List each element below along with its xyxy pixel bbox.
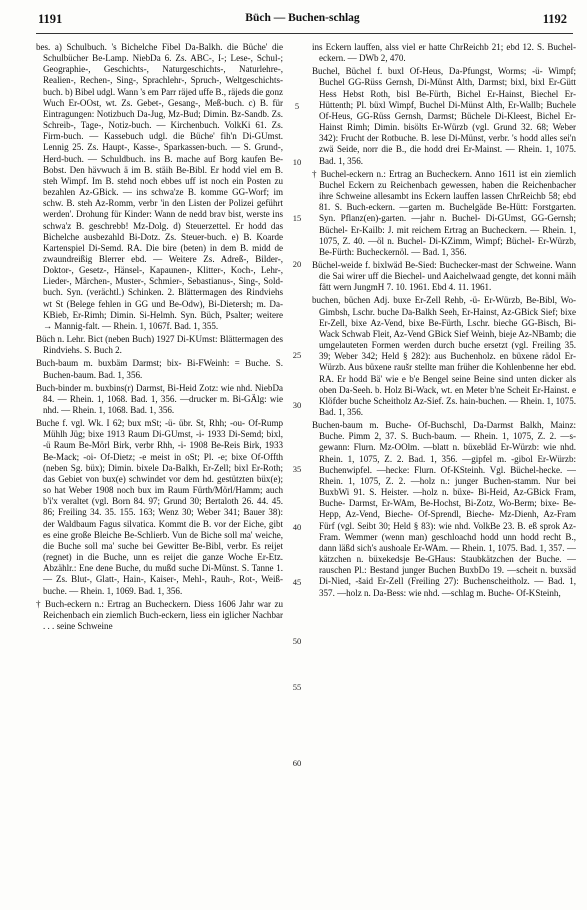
- entry-buchel: Buchel, Büchel f. buxl Of-Heus, Da-Pfungst, Worms; -ü- Wimpf; Buchel GG-Rüss Gernsh, Di-Münst Alth, Darmst; bixl, bixl Er-Gütt Hess Hebst Roth, bisl Be-Fürth, Bichel Er-Hainst, Biechel Er-Hüttenth; Pl. büxl Wimpf, Buchel Di-Münst Alth, Er-Wallb; Buchele Of-Heus, GG-Rüss Gernsh, Darmst; Büchele Di-Kleest, Bichel Er-Hainst Rimh; Dimin. bisölts Er-Würzb (vgl. Grund 32. 68; Weber 342): Frucht der Rotbuche. B. lese Di-Münst, verbr. 's hodd alles sei'n zwä Seide, norr die B., die hodd drei Er-Mainst. — Rhein. 1, 1075. Bad. 1, 356.: [312, 66, 576, 166]
- entry-buche: Buche f. vgl. Wk. I 62; bux mSt; -ü- übr. St, Rhh; -ou- Of-Rump Mühlh Jüg; bixe 1913 Raum Di-GUmst, -i- 1933 Di-Semd; bixl, -ü Raum Be-Mörl Birk, verbr Rhh, -i- 1908 Be-Reis Birk, 1933 Be-Mack; -oi- Of-Dietz; -e meist in oSt; Pl. -e; bixe Of-Offth (neben Sg. büx); Dimin. bixele Da-Balkh, Er-Zell; bixl Er-Roth; das Gebiet von bux(e) schwindet vor dem hd. gestützten büx(e); so hat Weber 1908 noch bux im Raum Fürth/Mörl/Hamm; auch b'i'x veraltet (vgl. Born 84. 97; Grund 30; Bertaloth 26. 44. 45. 86; Freiling 34. 35. 155. 163; Wenz 30; Weber 341; Bauer 38): der Waldbaum Fagus silvatica. Kommt die B. vor der Eiche, gibt es eine große Bleiche Be-Schlierb. Vun de Biche soll ma' weiche, die Buche soll ma' suche bei Gewitter Be-Bibl, verbr. Es reijet (regnet) in die Buche, unn es reijet die ganze Woche Er-Etz. Abzählr.: Ene dene Buche, du mußd suche Di-Münst. S. Tanne 1. — Zs. Blut-, Glatt-, Hain-, Kaiser-, Mehl-, Rauh-, Rot-, Weiß-buche. — Rhein. 1, 1069. Bad. 1, 356.: [36, 418, 283, 596]
- line-number-gutter: [286, 42, 308, 902]
- line-number: 5: [294, 101, 300, 111]
- line-number: 45: [292, 577, 302, 587]
- header-rule: [36, 33, 573, 34]
- running-title: Büch — Buchen-schlag: [245, 12, 360, 24]
- entry-buech: Büch n. Lehr. Bict (neben Buch) 1927 Di-KUmst: Blättermagen des Rindviehs. S. Buch 2.: [36, 334, 283, 356]
- running-head: [38, 12, 567, 30]
- entry-buch-baum: Buch-baum m. buxbäm Darmst; bix- Bi-FWeinh: = Buche. S. Buchen-baum. Bad. 1, 356.: [36, 358, 283, 380]
- line-number: 20: [292, 259, 302, 269]
- line-number: 60: [292, 758, 302, 768]
- right-column: [312, 42, 576, 902]
- line-number: 25: [292, 350, 302, 360]
- line-number: 30: [292, 400, 302, 410]
- line-number: 50: [292, 636, 302, 646]
- line-number: 15: [292, 213, 302, 223]
- entry-buch-cont: bes. a) Schulbuch. 's Bichelche Fibel Da-Balkh. die Büche' die Schulbücher Be-Lamp. NiebDa 6. Zs. ABC-, I-; Lese-, Schul-; Geographie-, Geschichts-, Naturgeschichts-, Naturlehre-, Realien-, Rechen-, Sing-, Sprachlehr-, Spruch-, Weltgeschichts-buch. b) Bibel udgl. Wann 's em Parr räjed uffe B., räjeds die gonz Wuch Er-OOst, wt. Zs. Gebet-, Gesang-, Meß-buch. c) B. für Eintragungen: Notizbuch Da-Jug, Mz-Bud; Dimin. Bz-Sandb. Zs. Schreib-, Tage-, Notiz-buch. — Kirchenbuch. VolkKi 61. Zs. Firm-buch. — Kassebuch udgl. die Büche' fih'n Di-GUmst. Lennig 25. Zs. Haupt-, Kasse-, Sparkassen-buch. — S. Grund-, Herd-buch. — Schuldbuch. ins B. mache auf Borg kaufen Be-Bobst. Den hävwuch ä im B. stäih Be-Bibl. Er hodd viel em B. steh Wimpf. Im B. stehd noch ebbes uff ist noch ein Posten zu bezahlen Az-GBick. — ins schwa'ze B. komme GG-Worf; im schw. B. steh Az-Romm, verbr 'in den Listen der Polizei geführt werden'. Drohung für Kinder: Wann de nedd brav bist, werste ins schwa'z B. geschrebb! Mz-Dolg. d) Steuerzettel. Er hodd das Bichelche ausbezahld Bi-Dotz. Zs. Steuer-buch. e) B. Koarde Kartenspiel Di-Semd. RA. Die bire (beten) in dem B. midd de zwaundreißig Blerrer ebd. — Weitere Zs. Adreß-, Bilder-, Doktor-, Gesetz-, Hänsel-, Kapaunen-, Klitter-, Koch-, Lehr-, Lieder-, Märchen-, Muster-, Schmier-, Sebastianus-, Sing-, Sold-buch. Syn. (verächtl.) Schinken. 2. Blättermagen des Rindviehs wt St (Belege fehlen in GG und Be-Odw), Bi-Dietersh; m. Da-KBieb, Er-Rimh; Dimin. Si-Helmh. Syn. Büch, Psalter; weitere → Mannig-falt. — Rhein. 1, 1067f. Bad. 1, 355.: [36, 42, 283, 331]
- entry-buechel-weide: Büchel-weide f. bixlwäd Be-Sied: Buchecker-mast der Schweine. Wann die Sai wirer uff die Biechel- und Aaichelwaad gengte, det konni mäih fätt wern JungmH 7. 10. 1961. Ebd 4. 11. 1961.: [312, 259, 576, 293]
- entry-buchen: buchen, büchen Adj. buxe Er-Zell Rehb, -ü- Er-Würzb, Be-Bibl, Wo-Gimbsh, Lschr. buche Da-Balkh Seeh, Er-Hainst, Az-GBick Sief; bixe Er-Zell, bixe Az-Vend, bixe Be-Fürth, Lschr. bieche GG-Bisch, Bi-Wack Schwab Fleit, Az-Vend GBick Sief Weinh, bieje Az-NBamb; die umgelauteten Formen werden durch buche ersetzt (vgl. Freiling 35. 39; Weber 342; Held § 282): aus Buchenholz. en büxene rädol Er-Würzb. Aus büxene raušr stellte man früher die Kohlenbenne her ebd. RA. Er hodd Bä' wie e b'e Bengel seine Beine sind unten dicker als oben Da-Seeh. b. Holz Bi-Wack, wt. en Meter b'ne Scheit Er-Hainst. e Klöfder buche Scheitholz Az-Sief. Zs. hain-buchen. — Rhein. 1, 1075. Bad. 1, 356.: [312, 295, 576, 417]
- line-number: 40: [292, 522, 302, 532]
- page-number-left: 1191: [38, 12, 63, 26]
- line-number: 10: [292, 157, 302, 167]
- entry-buch-binder: Buch-binder m. buxbins(r) Darmst, Bi-Heid Zotz: wie nhd. NiebDa 84. — Rhein. 1, 1068. Bad. 1, 356. —drucker m. Bi-GÄlg: wie nhd. — Rhein. 1, 1068. Bad. 1, 356.: [36, 382, 283, 415]
- entry-buchen-baum: Buchen-baum m. Buche- Of-Buchschl, Da-Darmst Balkh, Mainz: Buche. Pimm 2, 37. S. Buch-baum. — Rhein. 1, 1075, Z. 2. —s-gewann: Flurn. Mz-OOlm. —blatt n. büxebläd Er-Würzb: wie nhd. Rhein. 1, 1075, Z. 2. Bad. 1, 356. —gipfel m. -gibol Er-Würzb: Buchenwipfel. —hecke: Flurn. Of-KSteinh. Vgl. Büchel-hecke. — Rhein. 1, 1075, Z. 2. —holz n.: junger Buchen-stamm. Nur bei BuxbWi 91. S. Heister. —holz n. büxe- Bi-Heid, Az-GBick Fram, Buche- Darmst, Er-WAm, Be-Hochst, Bi-Zotz, Wo-Berm; bixe- Be-Hepp, Az-Vend, Bieche- Of-Sprendl, Bieche- Mz-Dienh, Az-Fram Fürf (vgl. Seibt 30; Held § 83): wie nhd. VolkBe 23. B. eß sprok Az-Fram. Wemmer (wenn man) geschloachd hodd unn hodd recht B., dann läßd sich's aushoale Er-WAm. — Rhein. 1, 1075. Bad. 1, 357. —kätzchen n. büxekedsje Be-GHaus: Staubkätzchen der Buche. —rauschen Pl.: Bestand junger Buchen BuxbDo 19. —scheit n. buxsäd Di-Nied, -šaid Er-Zell (Freiling 27): Buchenscheitholz. — Bad. 1, 357. —holz n. Da-Bess: wie nhd. —schlag m. Buche- Of-KSteinh,: [312, 420, 576, 598]
- entry-buch-eckern: † Buch-eckern n.: Ertrag an Bucheckern. Diess 1606 Jahr war zu Reichenbach ein ziemlich Buch-eckern, liess ein iglicher Nachbar . . . seine Schweine: [36, 598, 283, 631]
- entry-buch-eckern-cont: ins Eckern lauffen, alss viel er hatte ChrReichb 21; ebd 12. S. Buchel-eckern. — DWb 2, 470.: [312, 42, 576, 64]
- page-number-right: 1192: [542, 12, 567, 26]
- left-column: [36, 42, 283, 902]
- entry-buchel-eckern: † Buchel-eckern n.: Ertrag an Bucheckern. Anno 1611 ist ein ziemlich Buchel Eckern zu Reichenbach gewessen, haben die Reichenbacher ihre Schweine allesambt ins Eckern lauffen lassen ChrReichb 58; ebd 81. S. Buch-eckern. —garten m. Buchelgäde Be-Hütt: Forstgarten. Syn. Pflanz(en)-garten. —jahr n. Buchel- Di-GUmst, GG-Gernsh; Büchel- Er-Kailb: J. mit reichem Ertrag an Bucheckern. — Rhein. 1, 1075, Z. 40. —öl n. Buchel- Di-KZimm, Wimpf; Büchel- Er-Würzb, Be-Fürth: Bucheckernöl. — Bad. 1, 356.: [312, 168, 576, 257]
- line-number: 35: [292, 464, 302, 474]
- line-number: 55: [292, 682, 302, 692]
